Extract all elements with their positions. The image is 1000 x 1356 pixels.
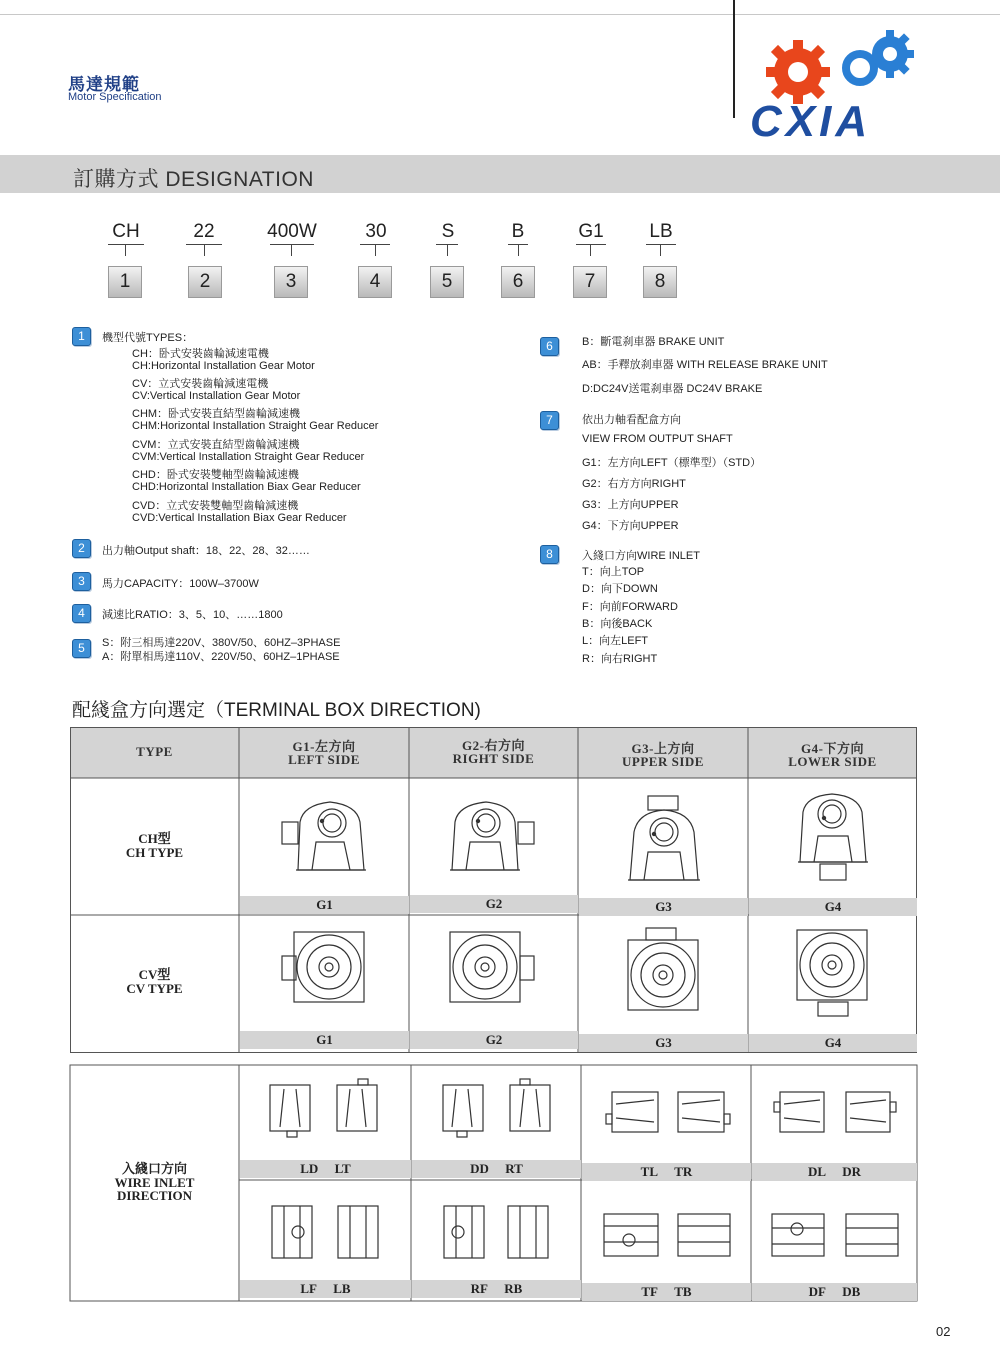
- spec-ratio: 減速比RATIO：3、5、10、……1800: [102, 609, 283, 621]
- wire-caption: RT: [505, 1161, 523, 1176]
- designation-number-box: 4: [358, 266, 392, 298]
- terminal-box-title: 配綫盒方向選定（TERMINAL BOX DIRECTION): [72, 700, 481, 721]
- designation-number-box: 7: [573, 266, 607, 298]
- header-title-zh: 馬達規範: [68, 75, 140, 94]
- spec-inlet-line: T：向上TOP: [582, 566, 645, 578]
- spec-direction-line: VIEW FROM OUTPUT SHAFT: [582, 433, 733, 445]
- box-tf-icon: [604, 1214, 658, 1256]
- caption-ch-g1: G1: [240, 896, 409, 914]
- logo-text: CXIA: [750, 97, 872, 142]
- wire-caption: LB: [333, 1281, 351, 1296]
- row-label-ch-en: CH TYPE: [125, 845, 184, 860]
- box-dd-icon: [443, 1085, 483, 1137]
- spec-types-line: CHD：卧式安裝雙軸型齒輪減速機: [132, 469, 299, 481]
- table-header-g3-zh: G3-上方向: [631, 741, 695, 756]
- spec-inlet-line: B：向後BACK: [582, 618, 653, 630]
- spec-inlet-line: F：向前FORWARD: [582, 601, 678, 613]
- code-direction: G1: [578, 221, 604, 242]
- spec-direction-line: G2：右方方向RIGHT: [582, 478, 686, 490]
- code-type: CH: [112, 221, 140, 242]
- spec-inlet-line: D：向下DOWN: [582, 583, 658, 595]
- caption-ch-g2: G2: [410, 895, 578, 913]
- wire-caption: DL: [807, 1164, 827, 1179]
- spec-brake-line: B：斷電刹車器 BRAKE UNIT: [582, 336, 725, 348]
- table-header-g1-en: LEFT SIDE: [288, 752, 360, 767]
- spec-brake-line: AB：手釋放刹車器 WITH RELEASE BRAKE UNIT: [582, 359, 828, 371]
- table-header-g3-en: UPPER SIDE: [622, 754, 704, 769]
- spec-badge: 6: [540, 337, 559, 356]
- spec-types-line: CV:Vertical Installation Gear Motor: [132, 390, 301, 402]
- wire-caption: DR: [842, 1164, 862, 1179]
- caption-cv-g1: G1: [240, 1031, 409, 1049]
- box-db-icon: [846, 1214, 898, 1256]
- spec-inlet-line: 入綫口方向WIRE INLET: [582, 550, 700, 562]
- spec-direction-line: G1：左方向LEFT（標準型）（STD）: [582, 457, 762, 469]
- box-ld-icon: [270, 1085, 310, 1137]
- row-label-cv-zh: CV型: [138, 967, 171, 982]
- spec-phase-line: A：附單相馬達110V、220V/50、60HZ–1PHASE: [102, 651, 340, 663]
- spec-types-line: CH：卧式安裝齒輪減速電機: [132, 348, 269, 360]
- wire-caption: TR: [674, 1164, 693, 1179]
- spec-types-line: CHM：卧式安裝直結型齒輪減速機: [132, 408, 301, 420]
- wire-caption: DD: [470, 1161, 489, 1176]
- spec-types-title: 機型代號TYPES：: [102, 332, 194, 344]
- box-dr-icon: [846, 1092, 896, 1132]
- spec-types-line: CH:Horizontal Installation Gear Motor: [132, 360, 315, 372]
- wire-caption: LT: [334, 1161, 351, 1176]
- spec-inlet-line: L：向左LEFT: [582, 635, 649, 647]
- wire-caption: TL: [640, 1164, 659, 1179]
- caption-cv-g3: G3: [579, 1034, 748, 1052]
- code-brake: B: [511, 221, 525, 242]
- wire-caption: TB: [674, 1284, 692, 1299]
- box-rb-icon: [508, 1206, 548, 1258]
- spec-types-line: CVD：立式安裝雙軸型齒輪減速機: [132, 500, 299, 512]
- spec-brake-line: D:DC24V送電刹車器 DC24V BRAKE: [582, 383, 763, 395]
- code-shaft: 22: [193, 221, 215, 242]
- box-tb-icon: [678, 1214, 730, 1256]
- spec-badge: 8: [540, 545, 559, 564]
- caption-cv-g4: G4: [749, 1034, 917, 1052]
- box-lf-icon: [272, 1206, 312, 1258]
- row-label-cv-en: CV TYPE: [126, 981, 183, 996]
- table-header-g1-zh: G1-左方向: [292, 739, 356, 754]
- box-rt-icon: [510, 1079, 550, 1131]
- spec-types-line: CVD:Vertical Installation Biax Gear Reducer: [132, 512, 347, 524]
- table-header-g2-zh: G2-右方向: [462, 738, 525, 753]
- spec-badge: 2: [72, 539, 91, 558]
- header-title-en: Motor Specification: [68, 91, 162, 103]
- wire-caption: RB: [504, 1281, 523, 1296]
- page-number: 02: [936, 1324, 951, 1339]
- spec-phase-line: S：附三相馬達220V、380V/50、60HZ–3PHASE: [102, 637, 341, 649]
- wire-caption: TF: [641, 1284, 659, 1299]
- box-tl-icon: [606, 1092, 658, 1132]
- spec-types-line: CVM:Vertical Installation Straight Gear Reducer: [132, 451, 365, 463]
- box-tr-icon: [678, 1092, 730, 1132]
- wire-caption: DB: [842, 1284, 861, 1299]
- box-dl-icon: [774, 1092, 824, 1132]
- wire-inlet-label-en: WIRE INLET: [114, 1175, 195, 1190]
- wire-caption: LF: [300, 1281, 318, 1296]
- spec-capacity: 馬力CAPACITY：100W–3700W: [102, 578, 259, 590]
- table-header-g4-zh: G4-下方向: [801, 741, 864, 756]
- wire-caption: DF: [808, 1284, 827, 1299]
- box-df-icon: [772, 1214, 824, 1256]
- caption-ch-g3: G3: [579, 898, 748, 916]
- spec-direction-line: 依出力軸看配盒方向: [582, 414, 681, 426]
- designation-number-box: 1: [108, 266, 142, 298]
- spec-badge: 4: [72, 604, 91, 623]
- spec-types-line: CVM：立式安裝直結型齒輪減速機: [132, 439, 300, 451]
- designation-number-box: 8: [643, 266, 677, 298]
- code-ratio: 30: [365, 221, 387, 242]
- wire-caption: RF: [470, 1281, 489, 1296]
- spec-badge: 5: [72, 639, 91, 658]
- spec-direction-line: G4：下方向UPPER: [582, 520, 679, 532]
- spec-types-line: CV：立式安裝齒輪減速電機: [132, 378, 269, 390]
- table-header-g2-en: RIGHT SIDE: [452, 751, 535, 766]
- caption-cv-g2: G2: [410, 1031, 578, 1049]
- wire-caption: LD: [300, 1161, 319, 1176]
- box-lb-icon: [338, 1206, 378, 1258]
- code-phase: S: [441, 221, 455, 242]
- spec-badge: 1: [72, 327, 91, 346]
- designation-number-box: 3: [274, 266, 308, 298]
- designation-number-box: 6: [501, 266, 535, 298]
- wire-inlet-label-zh: 入綫口方向: [121, 1161, 187, 1176]
- spec-types-line: CHM:Horizontal Installation Straight Gear Reducer: [132, 420, 379, 432]
- caption-ch-g4: G4: [749, 898, 917, 916]
- designation-title: 訂購方式 DESIGNATION: [73, 168, 314, 191]
- code-capacity: 400W: [267, 221, 317, 242]
- spec-badge: 7: [540, 411, 559, 430]
- wire-inlet-label-en2: DIRECTION: [116, 1188, 193, 1203]
- row-label-ch-zh: CH型: [138, 831, 171, 846]
- spec-badge: 3: [72, 572, 91, 591]
- spec-types-line: CHD:Horizontal Installation Biax Gear Reducer: [132, 481, 361, 493]
- box-rf-icon: [444, 1206, 484, 1258]
- designation-number-box: 5: [430, 266, 464, 298]
- table-header-g4-en: LOWER SIDE: [788, 754, 877, 769]
- designation-number-box: 2: [188, 266, 222, 298]
- spec-direction-line: G3：上方向UPPER: [582, 499, 679, 511]
- code-inlet: LB: [649, 221, 673, 242]
- table-header-type: TYPE: [136, 744, 173, 759]
- spec-inlet-line: R：向右RIGHT: [582, 653, 658, 665]
- spec-output-shaft: 出力軸Output shaft：18、22、28、32……: [102, 545, 310, 557]
- box-lt-icon: [337, 1079, 377, 1131]
